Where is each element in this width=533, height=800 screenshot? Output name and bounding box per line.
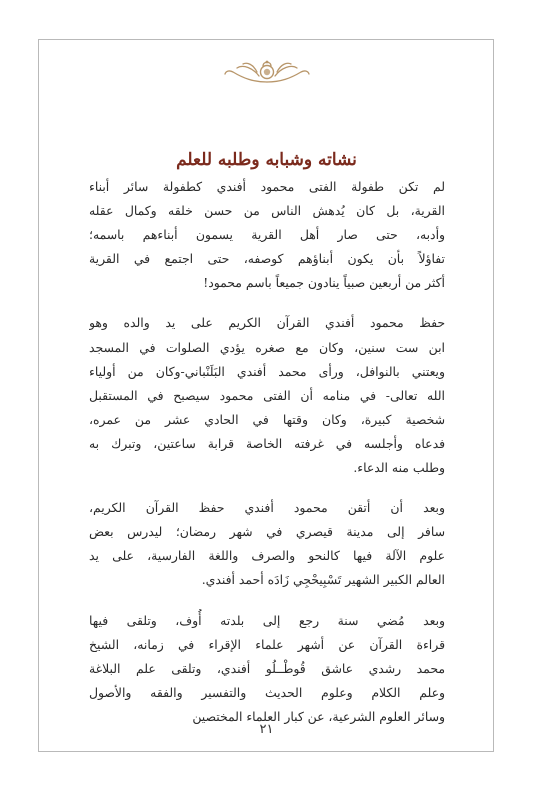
text-line: ويعتني بالنوافل، ورأى محمد أفندي البَلَنْباني-وكان من أولياء [89, 363, 445, 379]
paragraph [89, 311, 445, 480]
text-line: سافر إلى مدينة قيصري في شهر رمضان؛ ليدرس بعض [89, 524, 445, 540]
text-line: حفظ محمود أفندي القرآن الكريم على يد والده وهو [89, 315, 445, 331]
text-line: لم تكن طفولة الفتى محمود أفندي كطفولة سائر أبناء [89, 179, 445, 194]
paragraph-gap [89, 295, 445, 311]
text-line: محمد رشدي عاشق قُوطْــلُو أفندي، وتلقى علم البلاغة [89, 660, 445, 676]
page-number: ٢١ [259, 722, 274, 737]
text-line: قراءة القرآن عن أشهر علماء الإقراء في زمانه، الشيخ [89, 636, 445, 652]
paragraph-gap [89, 593, 445, 609]
text-line: وعلم الكلام وعلوم الحديث والتفسير والفقه والأصول [89, 684, 445, 700]
paragraph [89, 496, 445, 592]
text-line: علوم الآلة فيها كالنحو والصرف واللغة الفارسية، على يد [89, 548, 445, 564]
text-line: ابن ست سنين، وكان مع صغره يؤدي الصلوات في المسجد [89, 339, 445, 355]
text-line: العالم الكبير الشهير تَسْبِيحْجِي زَادَه أحمد أفندي. [201, 572, 445, 588]
paragraph-gap [89, 480, 445, 496]
text-line: وأدبه، حتى صار أهل القرية يسمون أبناءهم باسمه؛ [89, 227, 445, 243]
text-line: القرية، بل كان يُدهش الناس من حسن خلقه وكمال عقله [89, 203, 445, 219]
body-text [89, 175, 445, 729]
text-line: وبعد أن أتقن محمود أفندي حفظ القرآن الكريم، [89, 500, 445, 516]
text-line: وبعد مُضي سنة رجع إلى بلدته أُوف، وتلقى فيها [89, 612, 445, 628]
text-line: تفاؤلاً بأن يكون أبناؤهم كوصفه، حتى اجتمع في القرية [89, 251, 445, 267]
text-line: وسائر العلوم الشرعية، عن كبار العلماء المختصين [192, 708, 445, 724]
paragraph [89, 609, 445, 729]
text-line: الله تعالى- في منامه أن الفتى محمود سيصبح في المستقبل [89, 387, 445, 403]
text-line: أكثر من أربعين صبياً ينادون جميعاً باسم محمود! [203, 275, 445, 291]
text-line: فدعاه وأجلسه في غرفته الخاصة قرابة ساعتين، وتبرك به [89, 435, 445, 451]
text-line: شخصية كبيرة، وكان وقتها في الحادي عشر من عمره، [89, 411, 445, 427]
section-title: نشاته وشبابه وطلبه للعلم [176, 150, 357, 170]
text-line: وطلب منه الدعاء. [353, 460, 445, 476]
paragraph [89, 175, 445, 295]
decorative-flourish-icon [223, 58, 311, 86]
